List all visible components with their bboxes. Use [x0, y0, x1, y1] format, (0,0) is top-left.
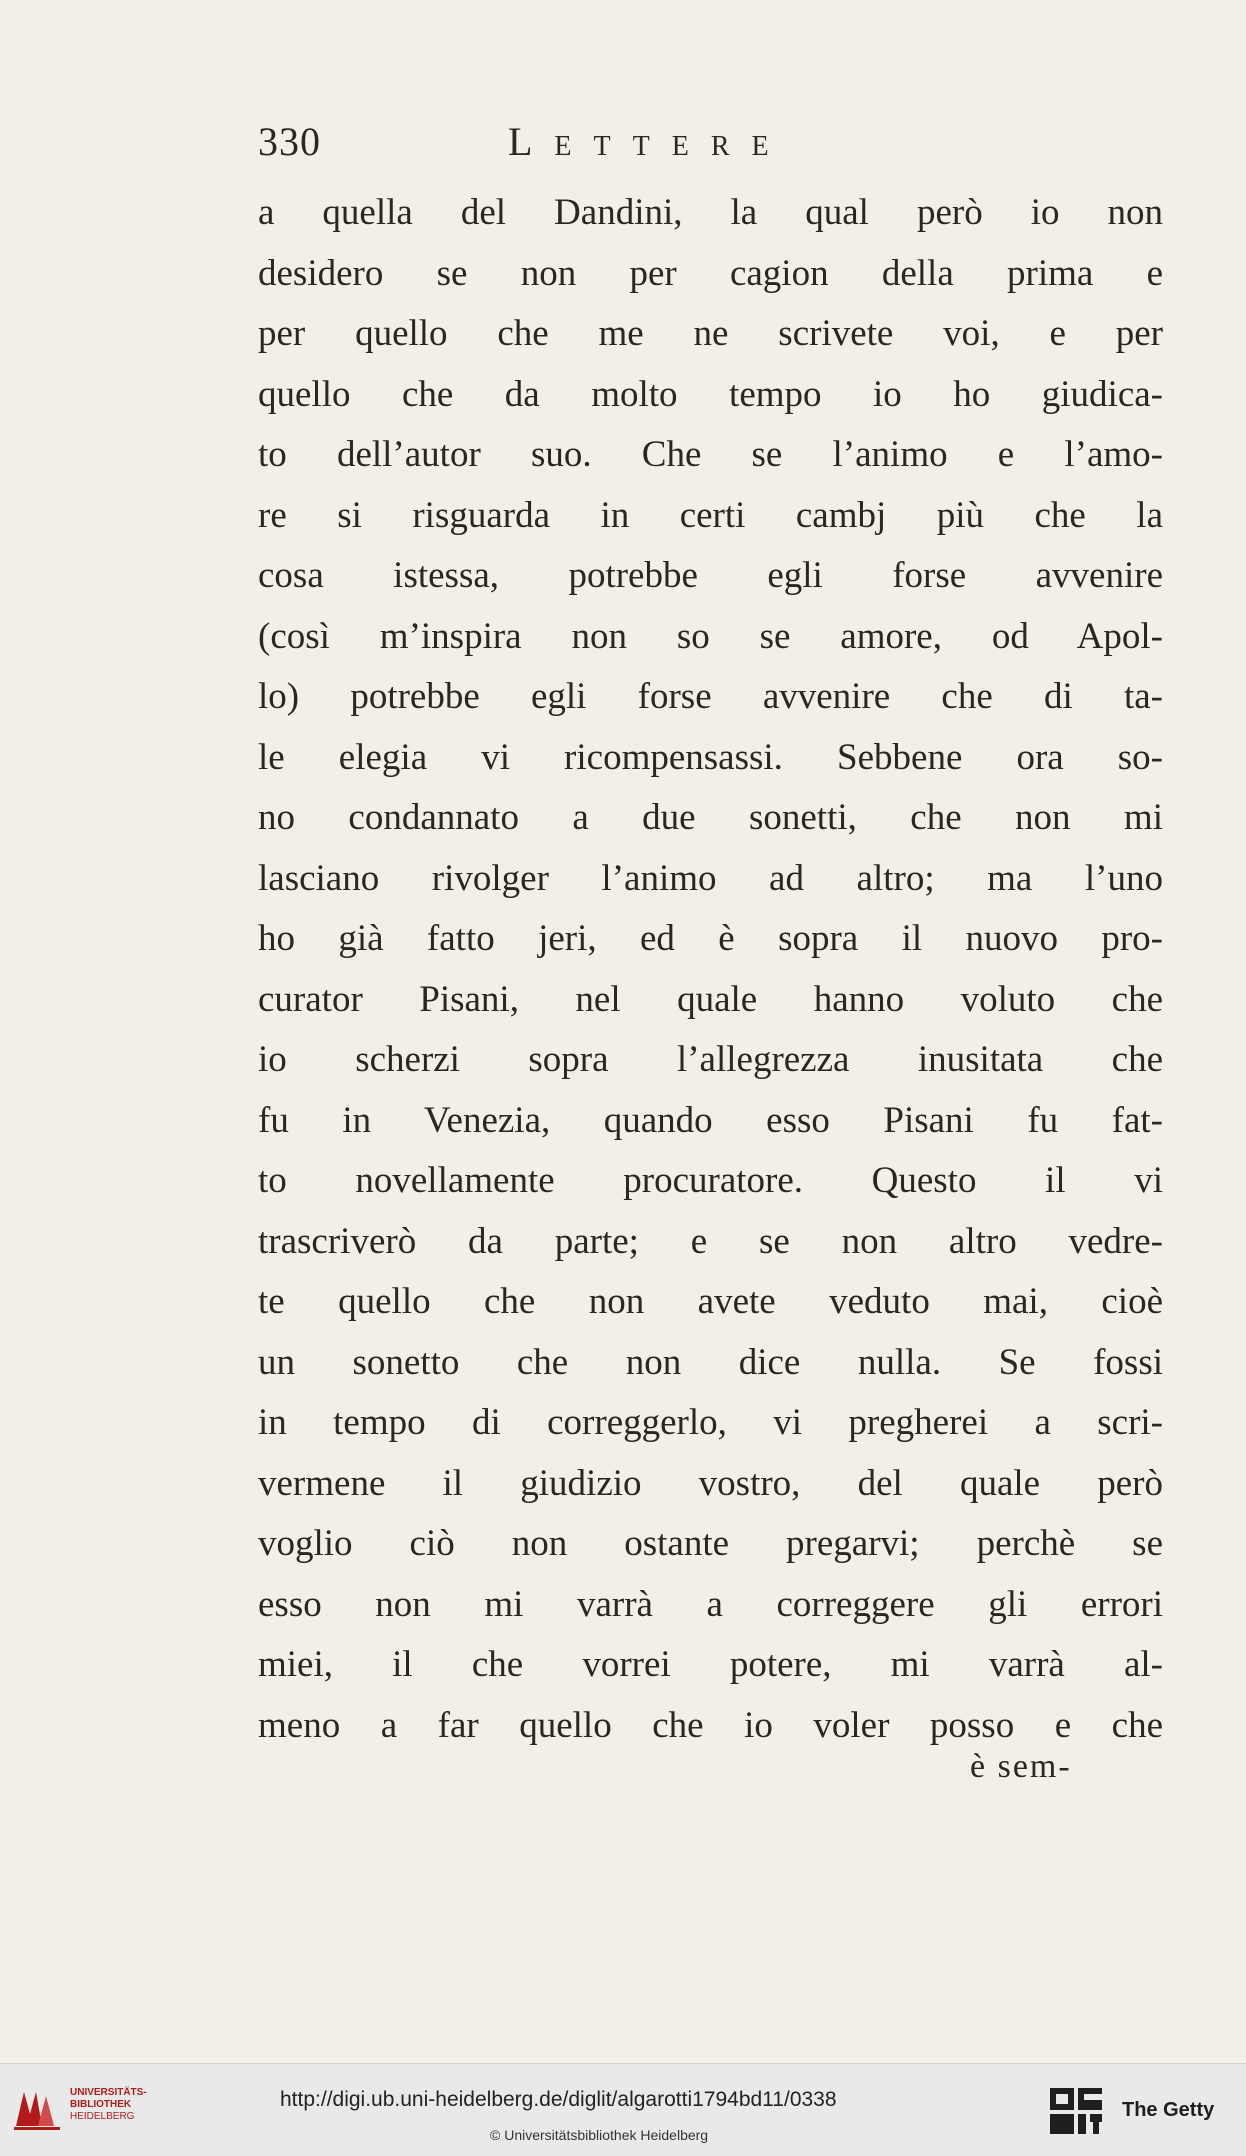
text-line: per quello che me ne scrivete voi, e per: [258, 313, 1163, 354]
getty-logo-icon: [1048, 2086, 1106, 2136]
text-line: meno a far quello che io voler posso e che: [258, 1704, 1163, 1746]
text-line: curator Pisani, nel quale hanno voluto che: [258, 978, 1163, 1020]
permalink-link[interactable]: http://digi.ub.uni-heidelberg.de/diglit/algarotti1794bd11/0338: [280, 2088, 837, 2111]
text-line: io scherzi sopra l’allegrezza inusitata che: [258, 1039, 1163, 1080]
text-line: in tempo di correggerlo, vi pregherei a scri-: [258, 1402, 1163, 1443]
text-line: le elegia vi ricompensassi. Sebbene ora so-: [258, 736, 1163, 778]
library-name-line: BIBLIOTHEK: [70, 2099, 132, 2110]
page-number: 330: [258, 119, 321, 164]
library-name-line: HEIDELBERG: [70, 2111, 135, 2122]
text-line: lasciano rivolger l’animo ad altro; ma l’uno: [258, 857, 1163, 899]
text-line: miei, il che vorrei potere, mi varrà al-: [258, 1644, 1163, 1685]
text-line: desidero se non per cagion della prima e: [258, 252, 1163, 294]
text-line: quello che da molto tempo io ho giudica-: [258, 373, 1163, 415]
text-line: (così m’inspira non so se amore, od Apol-: [258, 615, 1163, 657]
heidelberg-library-logo-icon: [12, 2086, 64, 2132]
text-line: vermene il giudizio vostro, del quale però: [258, 1462, 1163, 1504]
viewer-footer: [0, 2063, 1246, 2156]
text-line: no condannato a due sonetti, che non mi: [258, 797, 1163, 838]
partner-name: The Getty: [1122, 2099, 1215, 2121]
text-line: to dell’autor suo. Che se l’animo e l’amo-: [258, 434, 1163, 475]
text-line: trascriverò da parte; e se non altro vedre-: [258, 1220, 1163, 1262]
text-line: fu in Venezia, quando esso Pisani fu fat-: [258, 1099, 1163, 1141]
text-line: un sonetto che non dice nulla. Se fossi: [258, 1341, 1163, 1383]
text-line: ho già fatto jeri, ed è sopra il nuovo pro-: [258, 918, 1163, 959]
library-name: [70, 2087, 147, 2123]
text-line: cosa istessa, potrebbe egli forse avvenire: [258, 555, 1163, 596]
catchword: è sem-: [970, 1748, 1072, 1785]
page-header: [258, 118, 1018, 178]
copyright-notice: © Universitätsbibliothek Heidelberg: [490, 2127, 709, 2143]
text-line: to novellamente procuratore. Questo il vi: [258, 1160, 1163, 1201]
text-line: a quella del Dandini, la qual però io non: [258, 192, 1163, 233]
text-line: lo) potrebbe egli forse avvenire che di ta-: [258, 676, 1163, 717]
text-line: te quello che non avete veduto mai, cioè: [258, 1281, 1163, 1322]
running-title: Lettere: [508, 119, 791, 164]
text-line: esso non mi varrà a correggere gli errori: [258, 1583, 1163, 1625]
text-line: voglio ciò non ostante pregarvi; perchè se: [258, 1523, 1163, 1564]
text-line: re si risguarda in certi cambj più che la: [258, 494, 1163, 536]
letter-text: [258, 183, 1163, 1756]
library-name-line: UNIVERSITÄTS-: [70, 2087, 147, 2098]
